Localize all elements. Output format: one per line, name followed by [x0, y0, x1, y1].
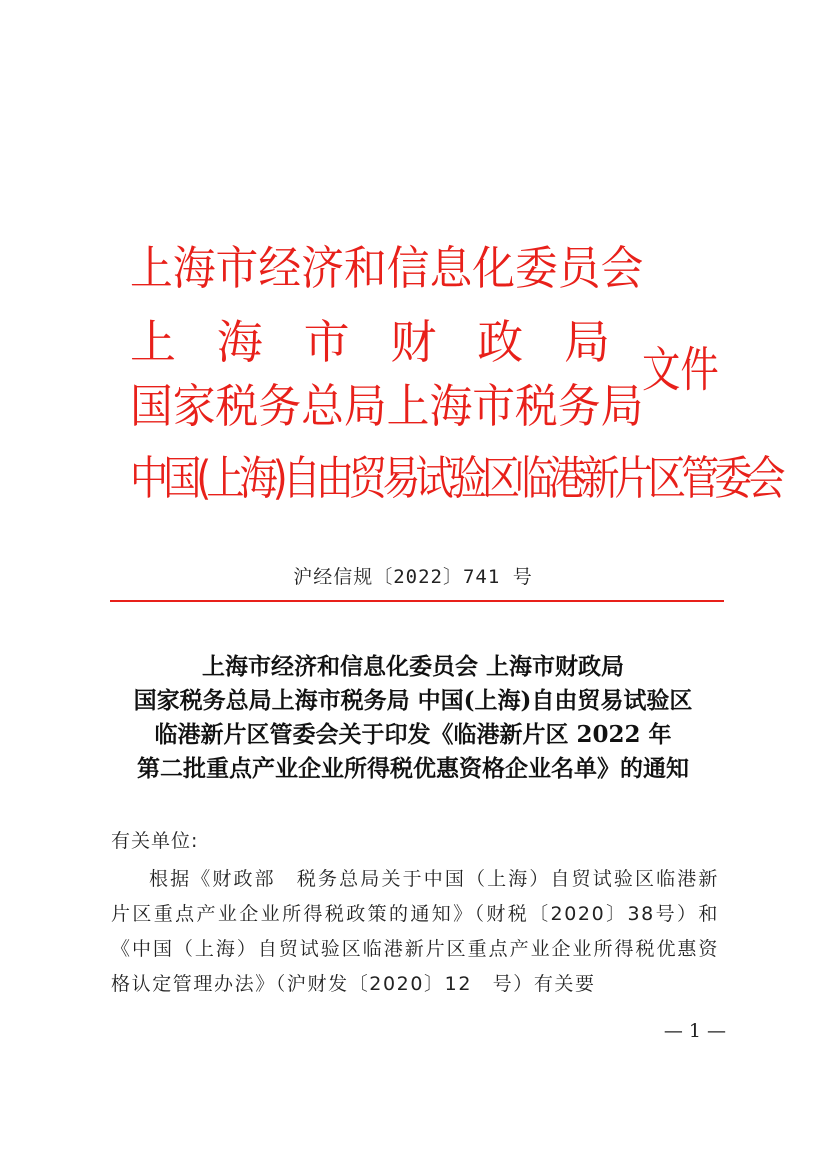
title-line: 第二批重点产业企业所得税优惠资格企业名单》的通知	[137, 755, 689, 782]
issuer-line-2-char: 市	[303, 315, 350, 369]
document-title	[0, 650, 826, 786]
issuer-line-2-char: 上	[130, 315, 176, 369]
issuer-line-2-char: 财	[390, 315, 437, 369]
issuer-line-2-char: 局	[563, 315, 610, 369]
title-line: 临港新片区管委会关于印发《临港新片区 2022 年	[154, 721, 672, 748]
issuer-line-4: 中国(上海)自由贸易试验区临港新片区管委会	[130, 451, 781, 505]
issuer-line-1: 上海市经济和信息化委员会	[130, 241, 644, 295]
title-line: 上海市经济和信息化委员会 上海市财政局	[201, 653, 624, 680]
issuer-line-3: 国家税务总局上海市税务局	[130, 379, 644, 433]
issuer-line-2-char: 海	[216, 315, 263, 369]
document-header	[0, 0, 826, 560]
document-number: 沪经信规〔2022〕741 号	[293, 566, 533, 588]
wenjian-label: 文件	[642, 342, 719, 398]
title-line: 国家税务总局上海市税务局 中国(上海)自由贸易试验区	[133, 687, 693, 714]
body-paragraph: 根据《财政部 税务总局关于中国（上海）自贸试验区临港新片区重点产业企业所得税政策的通知》（财税〔2020〕38号）和《中国（上海）自贸试验区临港新片区重点产业企业所得税优惠资格认定管理办法》（沪财发〔2020〕12 号）有关要	[111, 868, 719, 995]
issuer-line-2-char: 政	[477, 315, 524, 369]
salutation: 有关单位:	[111, 830, 199, 852]
issuer-line-2	[130, 312, 610, 372]
page-number: — 1 —	[663, 1020, 726, 1042]
red-divider	[110, 600, 724, 602]
